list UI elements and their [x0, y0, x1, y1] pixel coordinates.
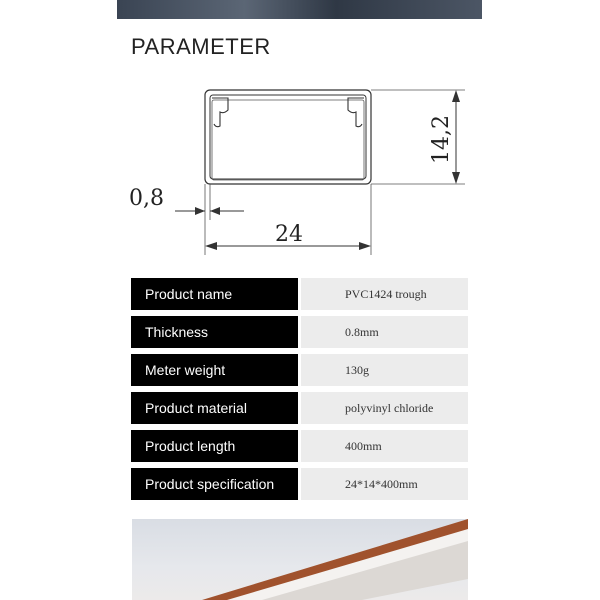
param-value: 0.8mm	[301, 316, 468, 348]
height-arrow-top	[452, 90, 460, 102]
width-arrow-right	[359, 242, 371, 250]
thickness-dimension-label: 0,8	[129, 186, 164, 211]
param-value: 130g	[301, 354, 468, 386]
width-arrow-left	[205, 242, 217, 250]
table-row	[131, 278, 468, 310]
table-row	[131, 354, 468, 386]
param-label: Thickness	[131, 316, 298, 348]
height-dimension-label: 14,2	[429, 115, 454, 164]
profile-inner-outline	[210, 95, 366, 179]
param-value: 400mm	[301, 430, 468, 462]
param-value: PVC1424 trough	[301, 278, 468, 310]
table-row	[131, 316, 468, 348]
table-row	[131, 430, 468, 462]
trough-cross-section-drawing	[120, 80, 480, 260]
profile-left-lip	[212, 98, 228, 127]
param-value: 24*14*400mm	[301, 468, 468, 500]
param-label: Product name	[131, 278, 298, 310]
profile-cavity	[212, 100, 364, 180]
thickness-arrow-right	[210, 207, 220, 215]
trough-photo-illustration	[132, 519, 468, 600]
thickness-arrow-left	[195, 207, 205, 215]
product-photo	[132, 519, 468, 600]
height-arrow-bottom	[452, 172, 460, 184]
param-label: Product length	[131, 430, 298, 462]
section-title: PARAMETER	[131, 34, 271, 59]
param-label: Product specification	[131, 468, 298, 500]
profile-right-lip	[348, 98, 364, 127]
param-value: polyvinyl chloride	[301, 392, 468, 424]
top-banner-image	[117, 0, 482, 19]
width-dimension-label: 24	[275, 222, 303, 247]
param-label: Meter weight	[131, 354, 298, 386]
table-row	[131, 392, 468, 424]
param-label: Product material	[131, 392, 298, 424]
table-row	[131, 468, 468, 500]
profile-outer-outline	[205, 90, 371, 184]
